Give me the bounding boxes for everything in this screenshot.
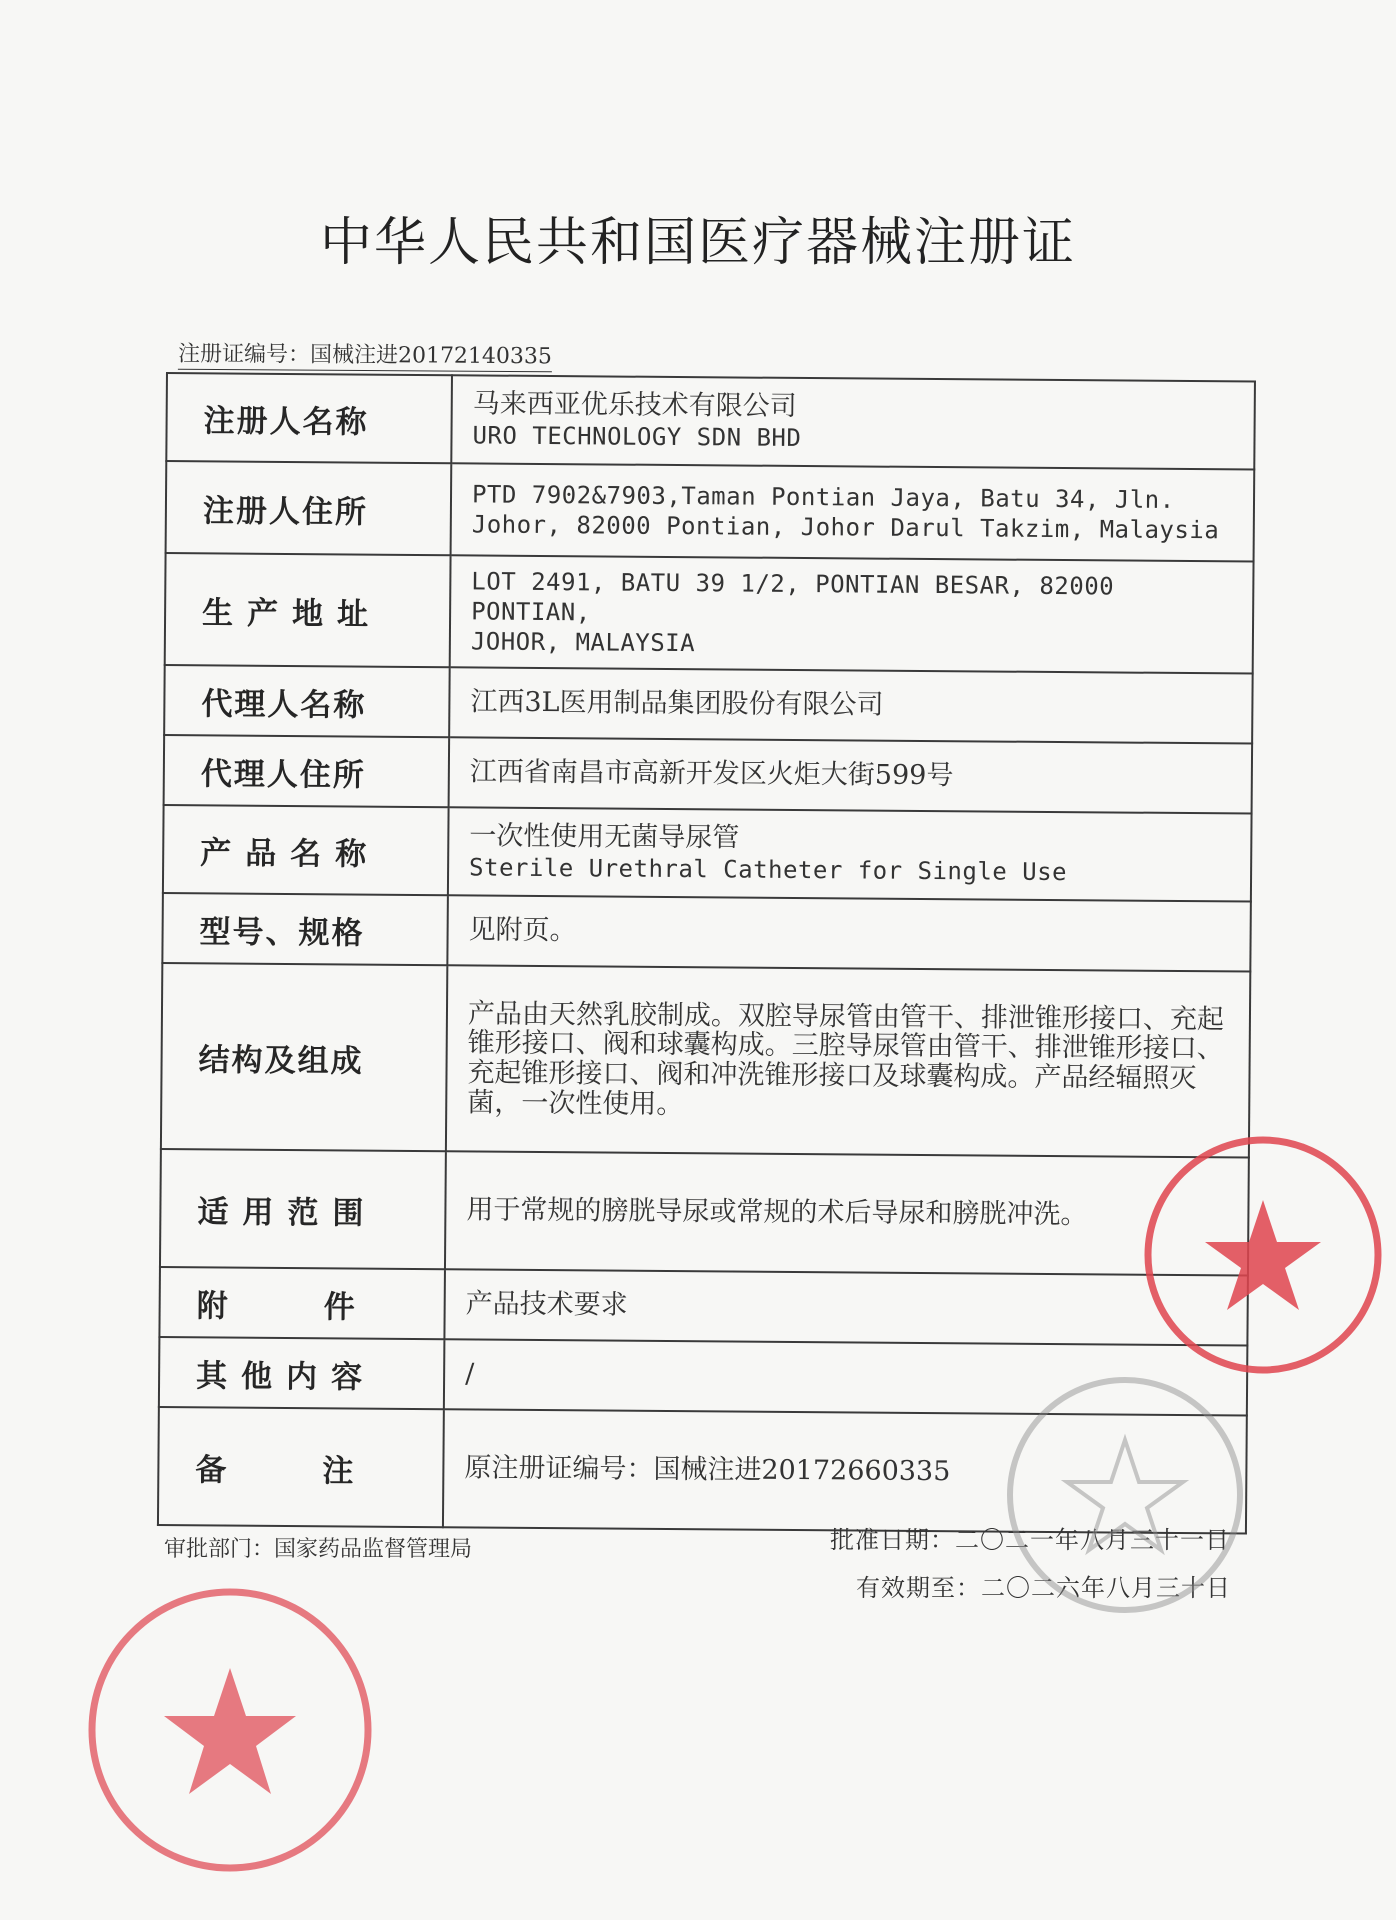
row-label: 其他内容 [159,1337,445,1409]
company-seal-stamp-icon [1138,1130,1388,1380]
table-row [164,665,1253,744]
row-label: 代理人住所 [164,735,450,807]
document-title: 中华人民共和国医疗器械注册证 [319,213,1076,273]
table-row [159,1267,1248,1346]
government-seal-stamp-icon [1000,1370,1250,1620]
approval-date: 批准日期：二〇二一年八月三十一日 [830,1526,1230,1554]
row-label: 注册人住所 [166,461,452,555]
row-label: 结构及组成 [161,963,447,1151]
quality-seal-stamp-icon [80,1580,380,1880]
row-value: LOT 2491, BATU 39 1/2, PONTIAN BESAR, 82000 PONTIAN, JOHOR, MALAYSIA [450,555,1254,673]
row-value: 用于常规的膀胱导尿或常规的术后导尿和膀胱冲洗。 [445,1151,1249,1275]
row-label: 适用范围 [160,1149,446,1269]
row-value: 马来西亚优乐技术有限公司 URO TECHNOLOGY SDN BHD [451,375,1255,469]
valid-until-date: 有效期至：二〇二六年八月三十日 [856,1574,1231,1602]
registration-table-wrap [157,372,1256,1535]
row-label: 代理人名称 [164,665,450,737]
row-value: 一次性使用无菌导尿管 Sterile Urethral Catheter for Single Use [448,807,1252,901]
row-label: 生产地址 [165,553,451,667]
table-row [165,553,1254,674]
table-row [161,963,1250,1158]
certificate-number: 注册证编号：国械注进20172140335 [178,337,552,373]
row-label: 注册人名称 [166,373,452,463]
table-row [166,461,1255,562]
registration-table [157,372,1256,1535]
row-label: 型号、规格 [162,893,448,965]
table-row [164,735,1253,814]
table-row [166,373,1255,470]
row-value: 原注册证编号：国械注进20172660335 [443,1409,1247,1533]
row-value: PTD 7902&7903,Taman Pontian Jaya, Batu 34, Jln. Johor, 82000 Pontian, Johor Darul Takzim, Malaysia [451,463,1255,561]
approval-department: 审批部门：国家药品监督管理局 [164,1537,473,1562]
table-row [162,893,1251,972]
row-label: 附件 [159,1267,445,1339]
table-row [160,1149,1249,1276]
row-value: 见附页。 [447,895,1251,971]
row-value: 江西省南昌市高新开发区火炬大街599号 [449,737,1253,813]
row-value: 产品技术要求 [444,1269,1248,1345]
row-label: 备注 [158,1407,444,1527]
row-label: 产品名称 [163,805,449,895]
row-value: / [444,1339,1248,1415]
row-value: 江西3L医用制品集团股份有限公司 [449,667,1253,743]
row-value: 产品由天然乳胶制成。双腔导尿管由管干、排泄锥形接口、充起锥形接口、阀和球囊构成。三腔导尿管由管干、排泄锥形接口、充起锥形接口、阀和冲洗锥形接口及球囊构成。产品经辐照灭菌，一次性使用。 [446,965,1250,1157]
table-row [163,805,1252,902]
